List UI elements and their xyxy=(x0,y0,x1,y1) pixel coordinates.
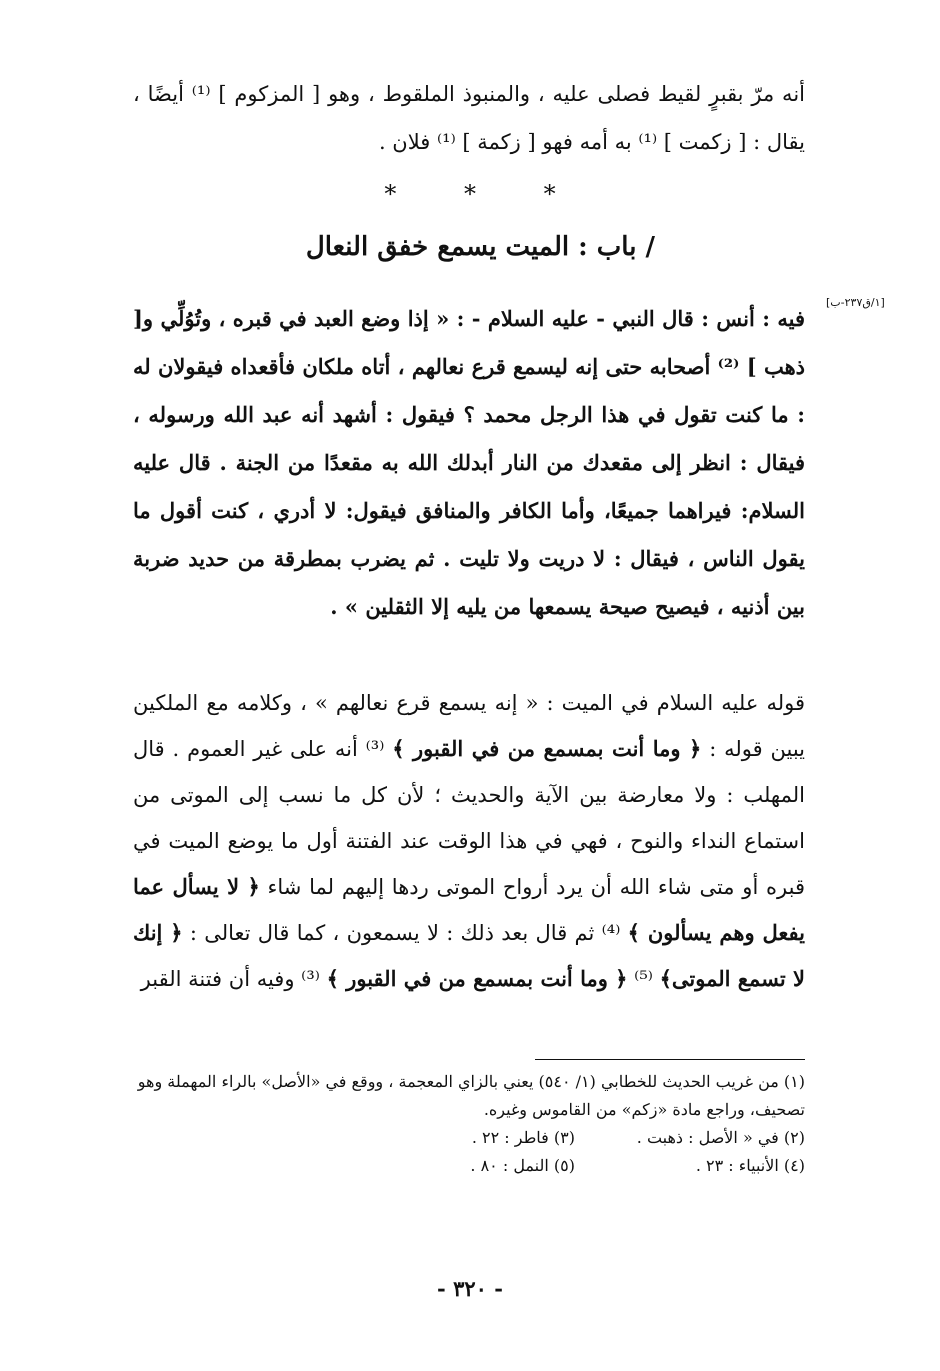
quran-quote: ﴿ وما أنت بمسمع من في القبور ﴾ xyxy=(326,966,628,991)
section-separator xyxy=(0,180,940,208)
commentary-part: قوله عليه السلام في الميت : « إنه يسمع قرع نعالهم » ، وكلامه مع الملكين يبين قوله : xyxy=(133,691,806,761)
top-paragraph: أنه مرّ بقبرٍ لقيط فصلى عليه ، والمنبوذ الملقوط ، وهو [ المزكوم ] ⁽¹⁾ أيضًا ، يقال : [ زكمت ] ⁽¹⁾ به أمه فهو [ زكمة ] ⁽¹⁾ فلان . xyxy=(133,82,805,154)
commentary-part: ⁽⁵⁾ xyxy=(634,967,653,991)
quran-quote: ﴿ إنك لا تسمع الموتى﴾ xyxy=(133,920,805,991)
quran-quote: ﴿ وما أنت بمسمع من في القبور ﴾ xyxy=(392,736,702,761)
commentary-part: ⁽³⁾ أنه على غير العموم . قال المهلب : ولا معارضة بين الآية والحديث ؛ لأن كل ما نسب إلى الموتى من استماع النداء والنوح ، فهي في هذا الوقت عند الفتنة أول ما يوضع الميت في قبره أو متى شاء الله أن يرد أرواح الموتى ردها إليهم لما شاء xyxy=(133,737,805,899)
footnote-5: (٥) النمل : ٨٠ . xyxy=(470,1156,575,1175)
footnote-2: (٢) في « الأصل : ذهبت . xyxy=(636,1128,805,1147)
footnote-4: (٤) الأنبياء : ٢٣ . xyxy=(695,1156,805,1175)
footnote-row xyxy=(133,1152,805,1180)
manuscript-margin-reference: [١/ق٢٣٧-ب] xyxy=(826,296,885,309)
page-number: - ٣٢٠ - xyxy=(437,1276,503,1301)
hadith-text: فيه : أنس : قال النبي - عليه السلام - : « إذا وضع العبد في قبره ، وتُوُلِّي و[ ذهب ] ⁽²⁾ أصحابه حتى إنه ليسمع قرع نعالهم ، أتاه ملكان فأقعداه فيقولان له : ما كنت تقول في هذا الرجل محمد ؟ فيقول : أشهد أنه عبد الله ورسوله ، فيقال : انظر إلى مقعدك من النار أبدلك الله به مقعدًا من الجنة . قال عليه السلام: فيراهما جميعًا، وأما الكافر والمنافق فيقول: لا أدري ، كنت أقول ما يقول الناس ، فيقال : لا دريت ولا تليت . ثم يضرب بمطرقة من حديد ضربة بين أذنيه ، فيصيح صيحة يسمعها من يليه إلا الثقلين » . xyxy=(133,306,806,619)
separator-star: * xyxy=(384,180,397,208)
chapter-heading: / باب : الميت يسمع خفق النعال xyxy=(305,232,655,262)
commentary-part: ⁽³⁾ وفيه أن فتنة القبر xyxy=(140,967,320,991)
footnote-divider xyxy=(535,1059,805,1060)
footnotes xyxy=(133,1068,805,1180)
footnote-1: (١) من غريب الحديث للخطابي (١/ ٥٤٠) يعني بالزاي المعجمة ، ووقع في «الأصل» بالراء المهملة وهو تصحيف، وراجع مادة «زكم» من القاموس وغيره. xyxy=(137,1072,805,1119)
footnote-3: (٣) فاطر : ٢٢ . xyxy=(471,1128,575,1147)
quran-quote: ﴿ لا يسأل عما يفعل وهم يسألون ﴾ xyxy=(133,874,805,945)
separator-star: * xyxy=(543,180,556,208)
commentary-part: ⁽⁴⁾ ثم قال بعد ذلك : لا يسمعون ، كما قال تعالى : xyxy=(189,921,621,945)
commentary-text xyxy=(133,680,805,1002)
separator-star: * xyxy=(464,180,476,208)
footnote-row xyxy=(133,1124,805,1152)
